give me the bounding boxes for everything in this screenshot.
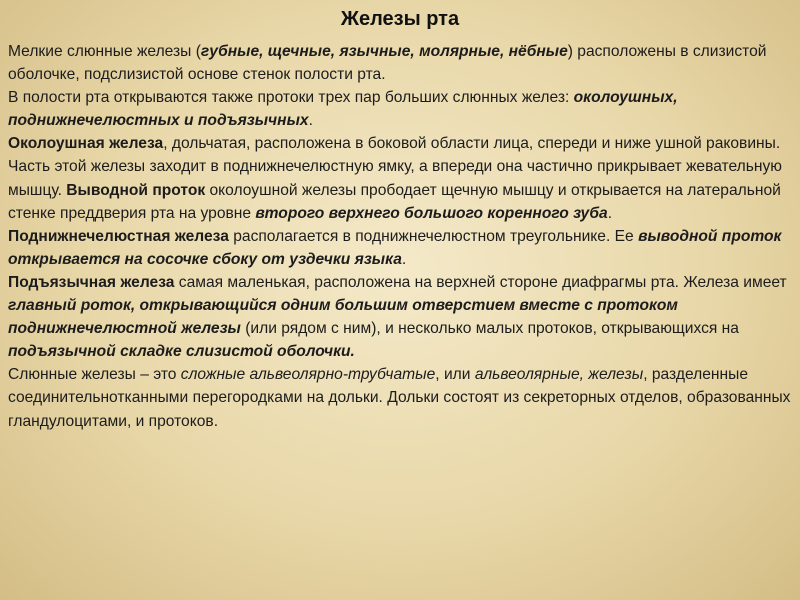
text-run: .	[607, 204, 613, 222]
paragraph-major-glands	[8, 86, 794, 132]
paragraph-parotid-gland	[8, 132, 794, 224]
text-run-italic: сложные альвеолярно-трубчатые	[180, 366, 436, 384]
text-run: , или	[435, 366, 475, 384]
text-run-emphasis: околоушных, поднижнечелюстных и подъязычных	[8, 89, 678, 130]
text-run: .	[308, 112, 313, 130]
text-run: располагается в поднижнечелюстном треугольнике. Ее	[228, 227, 639, 245]
paragraph-minor-glands	[8, 40, 794, 86]
term-parotid-gland: Околоушная железа	[8, 135, 164, 153]
text-run: Слюнные железы – это	[8, 366, 181, 384]
text-run-emphasis: главный роток, открывающийся одним большим отверстием вместе с протоком поднижнечелюстной железы	[8, 297, 678, 338]
text-run-emphasis: выводной проток открывается на сосочке сбоку от уздечки языка	[8, 227, 782, 268]
text-run: самая маленькая, расположена на верхней стороне диафрагмы рта. Железа имеет	[174, 273, 787, 291]
slide-title: Железы рта	[340, 8, 460, 30]
text-run-emphasis: губные, щечные, язычные, молярные, нёбные	[200, 43, 568, 60]
slide-body	[8, 40, 794, 433]
paragraph-sublingual-gland	[8, 271, 794, 363]
text-run: ) расположены в слизистой оболочке, подслизистой основе стенок полости рта.	[8, 43, 767, 84]
term-submandibular-gland: Поднижнечелюстная железа	[8, 227, 229, 245]
term-sublingual-gland: Подъязычная железа	[8, 273, 175, 291]
text-run: (или рядом с ним), и несколько малых протоков, открывающихся на	[240, 320, 739, 338]
text-run-emphasis: подъязычной складке слизистой оболочки.	[8, 343, 355, 361]
text-run-emphasis: второго верхнего большого коренного зуба	[255, 204, 608, 222]
text-run: Мелкие слюнные железы (	[8, 43, 201, 60]
term-excretory-duct: Выводной проток	[66, 181, 206, 199]
paragraph-submandibular-gland	[8, 225, 794, 271]
text-run: , разделенные соединительнотканными перегородками на дольки. Дольки состоят из секреторных отделов, образованных гландулоцитами, и протоков.	[8, 366, 791, 430]
paragraph-gland-structure	[8, 363, 794, 432]
text-run-italic: альвеолярные, железы	[474, 366, 644, 384]
text-run: околоушной железы прободает щечную мышцу и открывается на латеральной стенке преддверия рта на уровне	[8, 181, 781, 222]
text-run: .	[401, 250, 407, 268]
text-run: , дольчатая, расположена в боковой области лица, спереди и ниже ушной раковины. Часть этой железы заходит в поднижнечелюстную ямку, а впереди она частично прикрывает жевательную мышцу.	[8, 135, 782, 199]
text-run: В полости рта открываются также протоки трех пар больших слюнных желез:	[8, 89, 574, 107]
